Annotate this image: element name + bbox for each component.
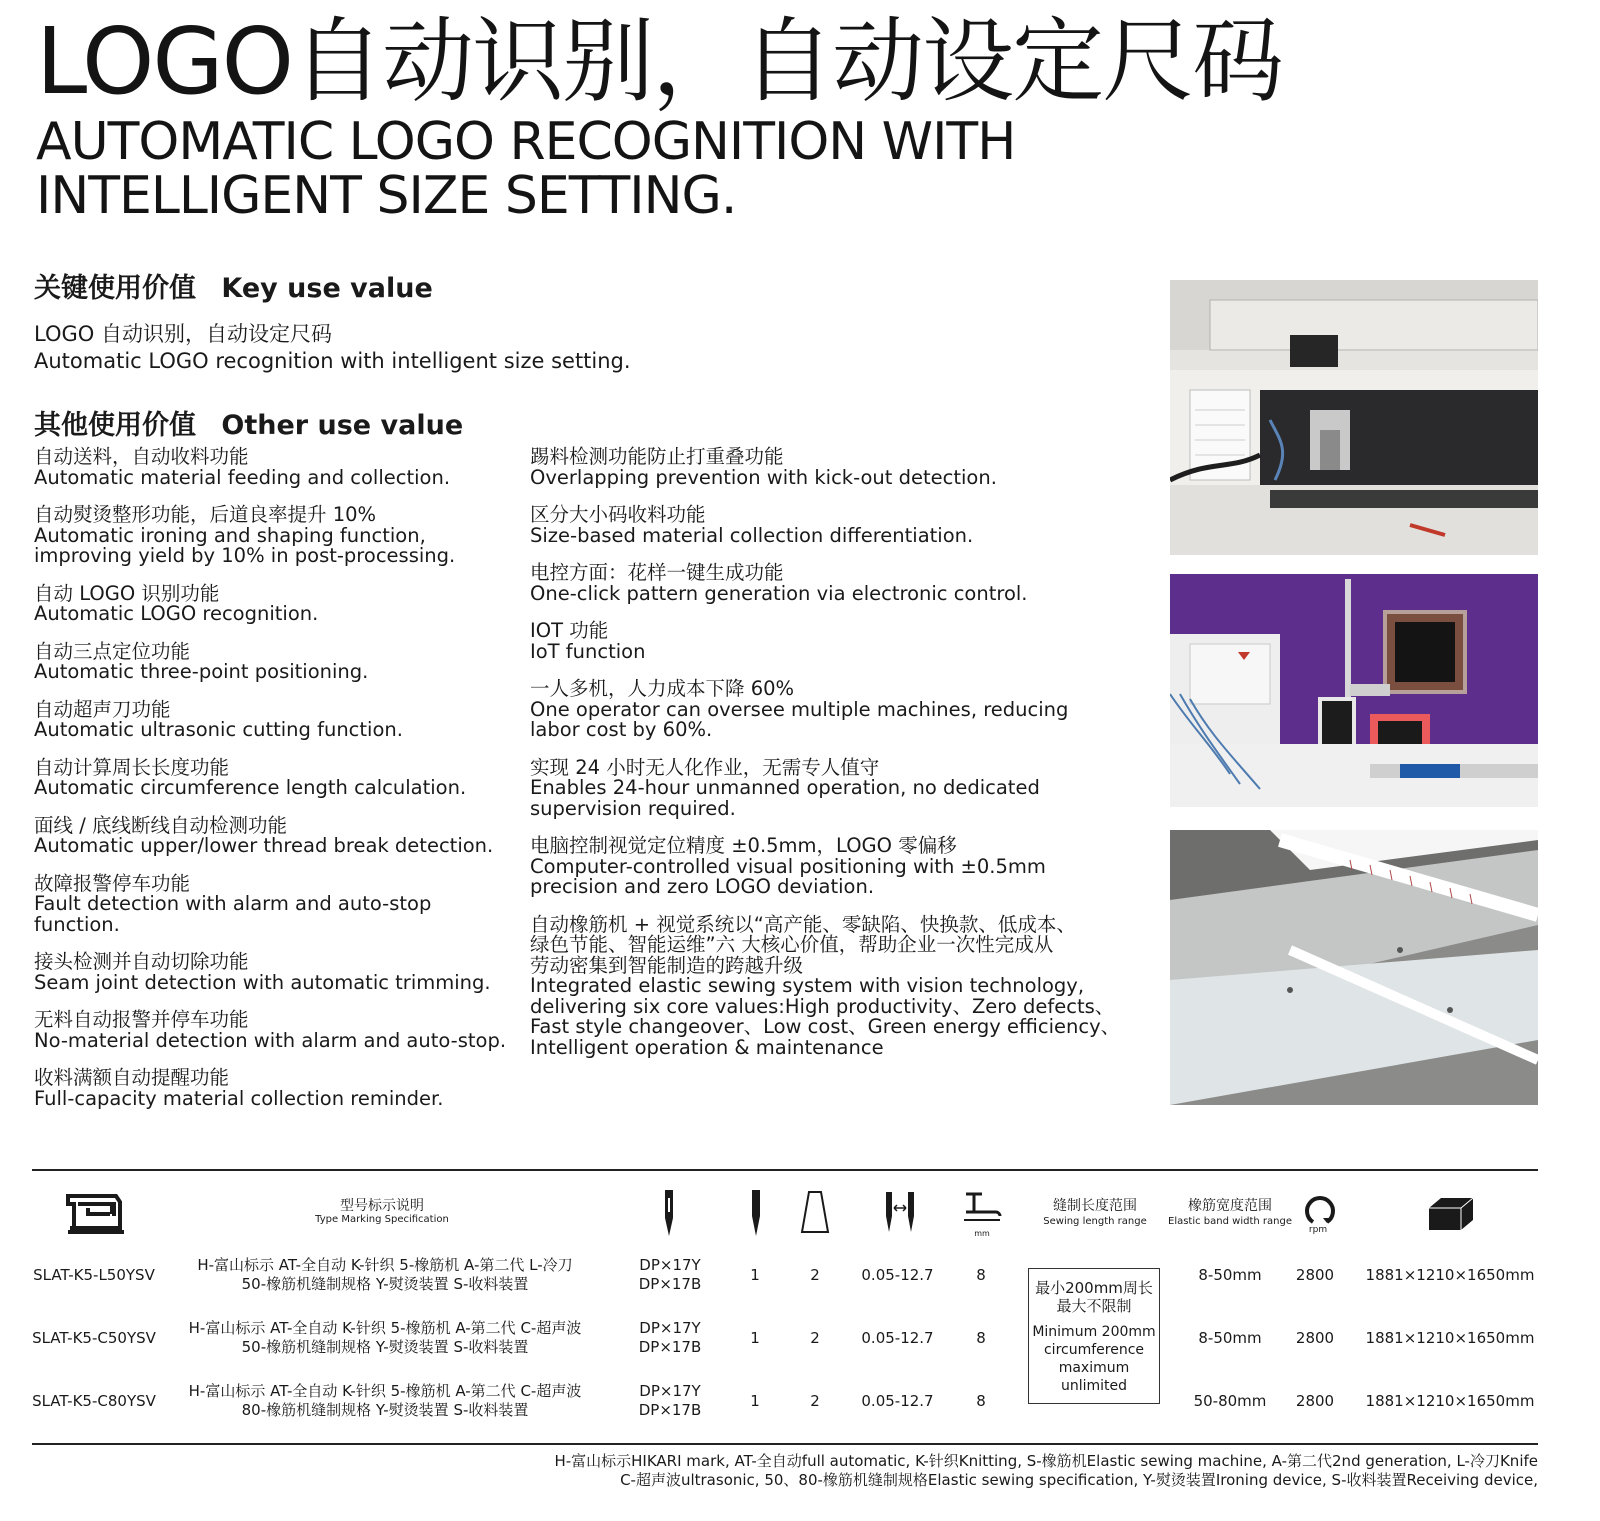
presser-foot-height: 8 [976,1329,986,1347]
feature-en: Automatic material feeding and collection. [34,465,451,489]
presser-foot-unit: mm [974,1229,990,1238]
needle-count: 1 [750,1392,760,1410]
feature-en: precision and zero LOGO deviation. [530,875,875,898]
feature-cn: 无料自动报警并停车功能 [34,1008,249,1031]
stitch-length: 0.05-12.7 [861,1266,934,1284]
feature-item [34,505,506,567]
type-desc-line1: H-富山标示 AT-全自动 K-针织 5-橡筋机 A-第二代 C-超声波 [188,1382,582,1400]
needle-type-line1: DP×17Y [639,1319,701,1337]
feature-cn: 自动橡筋机 + 视觉系统以“高产能、零缺陷、快换款、低成本、 [530,912,1076,936]
band-width-header-cn: 橡筋宽度范围 [1188,1198,1272,1214]
needle-count: 1 [750,1266,760,1284]
feature-item [34,447,506,488]
feature-cn: 一人多机，人力成本下降 60% [530,677,795,700]
key-use-heading [34,266,433,305]
feature-cn: 故障报警停车功能 [34,871,191,895]
feature-item [34,581,506,625]
feature-cn: 电控方面：花样一键生成功能 [530,561,784,584]
needle-type-line2: DP×17B [638,1401,702,1419]
feature-item [530,679,1120,741]
stitch-length: 0.05-12.7 [861,1329,934,1347]
feature-item [530,912,1121,1059]
machine-size: 1881×1210×1650mm [1365,1329,1535,1347]
model-number: SLAT-K5-L50YSV [33,1266,155,1284]
max-speed: 2800 [1295,1266,1335,1284]
feature-en: One operator can oversee multiple machines, reducing [530,697,1069,721]
feature-item [34,871,506,936]
feature-item [530,836,1120,898]
features-right-list [530,447,1120,1075]
feature-cn: 自动计算周长长度功能 [34,755,230,779]
type-spec-header-cn: 型号标示说明 [340,1198,424,1214]
rpm-unit: rpm [1308,1225,1328,1235]
band-width: 8-50mm [1198,1329,1262,1347]
needle-count: 1 [750,1329,760,1347]
type-desc-line1: H-富山标示 AT-全自动 K-针织 5-橡筋机 A-第二代 C-超声波 [188,1319,582,1337]
feature-item [530,621,1120,662]
feature-cn: 自动三点定位功能 [34,639,191,663]
feature-cn: 面线 / 底线断线自动检测功能 [34,813,287,837]
feature-en: Automatic three-point positioning. [34,660,369,683]
feature-en: Automatic LOGO recognition. [34,602,319,625]
feature-en: Fault detection with alarm and auto-stop [34,892,432,915]
stitch-length: 0.05-12.7 [861,1392,934,1410]
feature-en: labor cost by 60%. [530,718,713,741]
feature-cn: 接头检测并自动切除功能 [34,950,249,973]
key-use-heading-cn: 关键使用价值 [34,273,196,304]
feature-cn: IOT 功能 [530,619,609,642]
thread-count: 2 [810,1266,820,1284]
max-speed: 2800 [1295,1392,1335,1410]
sewing-length-header-en: Sewing length range [1043,1216,1147,1227]
feature-item [530,563,1120,604]
feature-en: No-material detection with alarm and auto-stop. [34,1028,507,1052]
machine-size: 1881×1210×1650mm [1365,1266,1535,1284]
type-desc-line2: 50-橡筋机缝制规格 Y-熨烫装置 S-收料装置 [241,1338,529,1356]
presser-foot-height: 8 [976,1392,986,1410]
feature-en: Automatic ultrasonic cutting function. [34,718,403,741]
needle-type-line1: DP×17Y [639,1382,701,1400]
needle-icon [662,1188,676,1242]
footnote-line1: H-富山标示HIKARI mark, AT-全自动full automatic, K-针织Knitting, S-橡筋机Elastic sewing machine, A-第二代2nd generation, L-冷刀Knife [554,1452,1538,1470]
band-width: 8-50mm [1198,1266,1262,1284]
page-title-en-line2: INTELLIGENT SIZE SETTING. [36,166,737,226]
feature-item [530,505,1120,546]
needle-type-line1: DP×17Y [639,1256,701,1274]
feature-en: Overlapping prevention with kick-out detection. [530,465,997,489]
sewing-machine-icon [64,1192,128,1240]
feature-cn: 绿色节能、智能运维”六 大核心价值，帮助企业一次性完成从 [530,933,1054,956]
feature-cn: 实现 24 小时无人化作业，无需专人值守 [530,755,880,779]
thread-count: 2 [810,1329,820,1347]
thread-spool-icon [800,1190,830,1238]
feature-cn: 劳动密集到智能制造的跨越升级 [530,953,804,977]
feature-item [34,1068,506,1109]
feature-item [34,697,506,741]
sewing-length-merged-cell [1028,1268,1160,1404]
needle-count-icon [750,1188,762,1242]
page-title-en-line1: AUTOMATIC LOGO RECOGNITION WITH [36,112,1016,172]
feature-cn: 自动超声刀功能 [34,697,171,721]
key-use-heading-en: Key use value [221,273,433,304]
feature-en: Seam joint detection with automatic trimming. [34,970,491,994]
stitch-length-icon [882,1190,918,1240]
feature-cn: 自动送料，自动收料功能 [34,445,249,468]
presser-foot-height: 8 [976,1266,986,1284]
feature-en: Enables 24-hour unmanned operation, no dedicated [530,776,1040,799]
feature-item [34,813,506,857]
band-width: 50-80mm [1193,1392,1267,1410]
feature-item [530,755,1120,820]
type-desc-line2: 80-橡筋机缝制规格 Y-熨烫装置 S-收料装置 [241,1401,529,1419]
sewing-length-cn-line2: 最大不限制 [1056,1297,1132,1315]
feature-cn: 区分大小码收料功能 [530,503,706,526]
other-use-heading [34,403,463,442]
feature-item [34,755,506,799]
table-top-rule [32,1169,1538,1171]
feature-cn: 踢料检测功能防止打重叠功能 [530,445,784,468]
sewing-length-header-cn: 缝制长度范围 [1053,1198,1137,1214]
sewing-length-cn-line1: 最小200mm周长 [1035,1279,1153,1297]
feature-en: Size-based material collection differentiation. [530,523,974,547]
box-icon [1427,1196,1475,1236]
feature-en: delivering six core values:High productivity、Zero defects、 [530,994,1115,1018]
feature-item [34,639,506,683]
feature-item [34,952,506,993]
feature-en: improving yield by 10% in post-processing. [34,544,456,567]
sewing-length-en-line2: circumference [1043,1342,1145,1358]
feature-cn: 电脑控制视觉定位精度 ±0.5mm，LOGO 零偏移 [530,834,957,857]
feature-en: Integrated elastic sewing system with vision technology, [530,974,1085,997]
sewing-length-en-line4: unlimited [1060,1378,1128,1394]
photo-machine-purple [1170,574,1538,807]
type-desc-line1: H-富山标示 AT-全自动 K-针织 5-橡筋机 A-第二代 L-冷刀 [197,1256,573,1274]
feature-en: Automatic circumference length calculation. [34,776,467,799]
page-title-cn: LOGO自动识别，自动设定尺码 [36,8,1283,115]
band-width-header-en: Elastic band width range [1168,1216,1292,1227]
feature-en: Fast style changeover、Low cost、Green energy efficiency、 [530,1015,1121,1038]
sewing-length-en-line3: maximum [1058,1360,1130,1376]
type-desc-line2: 50-橡筋机缝制规格 Y-熨烫装置 S-收料装置 [241,1275,529,1293]
feature-item [530,447,1120,488]
other-use-heading-en: Other use value [221,410,464,441]
max-speed: 2800 [1295,1329,1335,1347]
key-use-text-cn: LOGO 自动识别，自动设定尺码 [34,322,332,346]
feature-cn: 自动 LOGO 识别功能 [34,581,220,605]
feature-en: Automatic upper/lower thread break detection. [34,834,494,857]
feature-en: Full-capacity material collection reminder. [34,1086,444,1110]
feature-en: One-click pattern generation via electronic control. [530,581,1028,605]
feature-en: Computer-controlled visual positioning with ±0.5mm [530,854,1046,878]
model-number: SLAT-K5-C50YSV [32,1329,156,1347]
feature-en: IoT function [530,639,646,663]
machine-size: 1881×1210×1650mm [1365,1392,1535,1410]
feature-cn: 收料满额自动提醒功能 [34,1066,230,1089]
feature-cn: 自动熨烫整形功能，后道良率提升 10% [34,503,377,526]
photo-machine-closeup [1170,280,1538,555]
key-use-text-en: Automatic LOGO recognition with intelligent size setting. [34,349,631,373]
feature-en: Automatic ironing and shaping function, [34,523,426,547]
needle-type-line2: DP×17B [638,1338,702,1356]
table-bottom-rule [32,1443,1538,1445]
feature-en: Intelligent operation & maintenance [530,1035,884,1059]
feature-en: supervision required. [530,796,736,820]
feature-en: function. [34,912,120,936]
type-spec-header-en: Type Marking Specification [315,1214,449,1225]
thread-count: 2 [810,1392,820,1410]
features-left-list [34,447,506,1126]
model-number: SLAT-K5-C80YSV [32,1392,156,1410]
needle-type-line2: DP×17B [638,1275,702,1293]
photo-ruler-guide [1170,830,1538,1105]
feature-item [34,1010,506,1051]
other-use-heading-cn: 其他使用价值 [34,410,196,441]
sewing-length-en-line1: Minimum 200mm [1032,1324,1156,1340]
footnote-line2: C-超声波ultrasonic, 50、80-橡筋机缝制规格Elastic sewing specification, Y-熨烫装置Ironing device, S-收料装置Receiving device, [620,1471,1538,1489]
